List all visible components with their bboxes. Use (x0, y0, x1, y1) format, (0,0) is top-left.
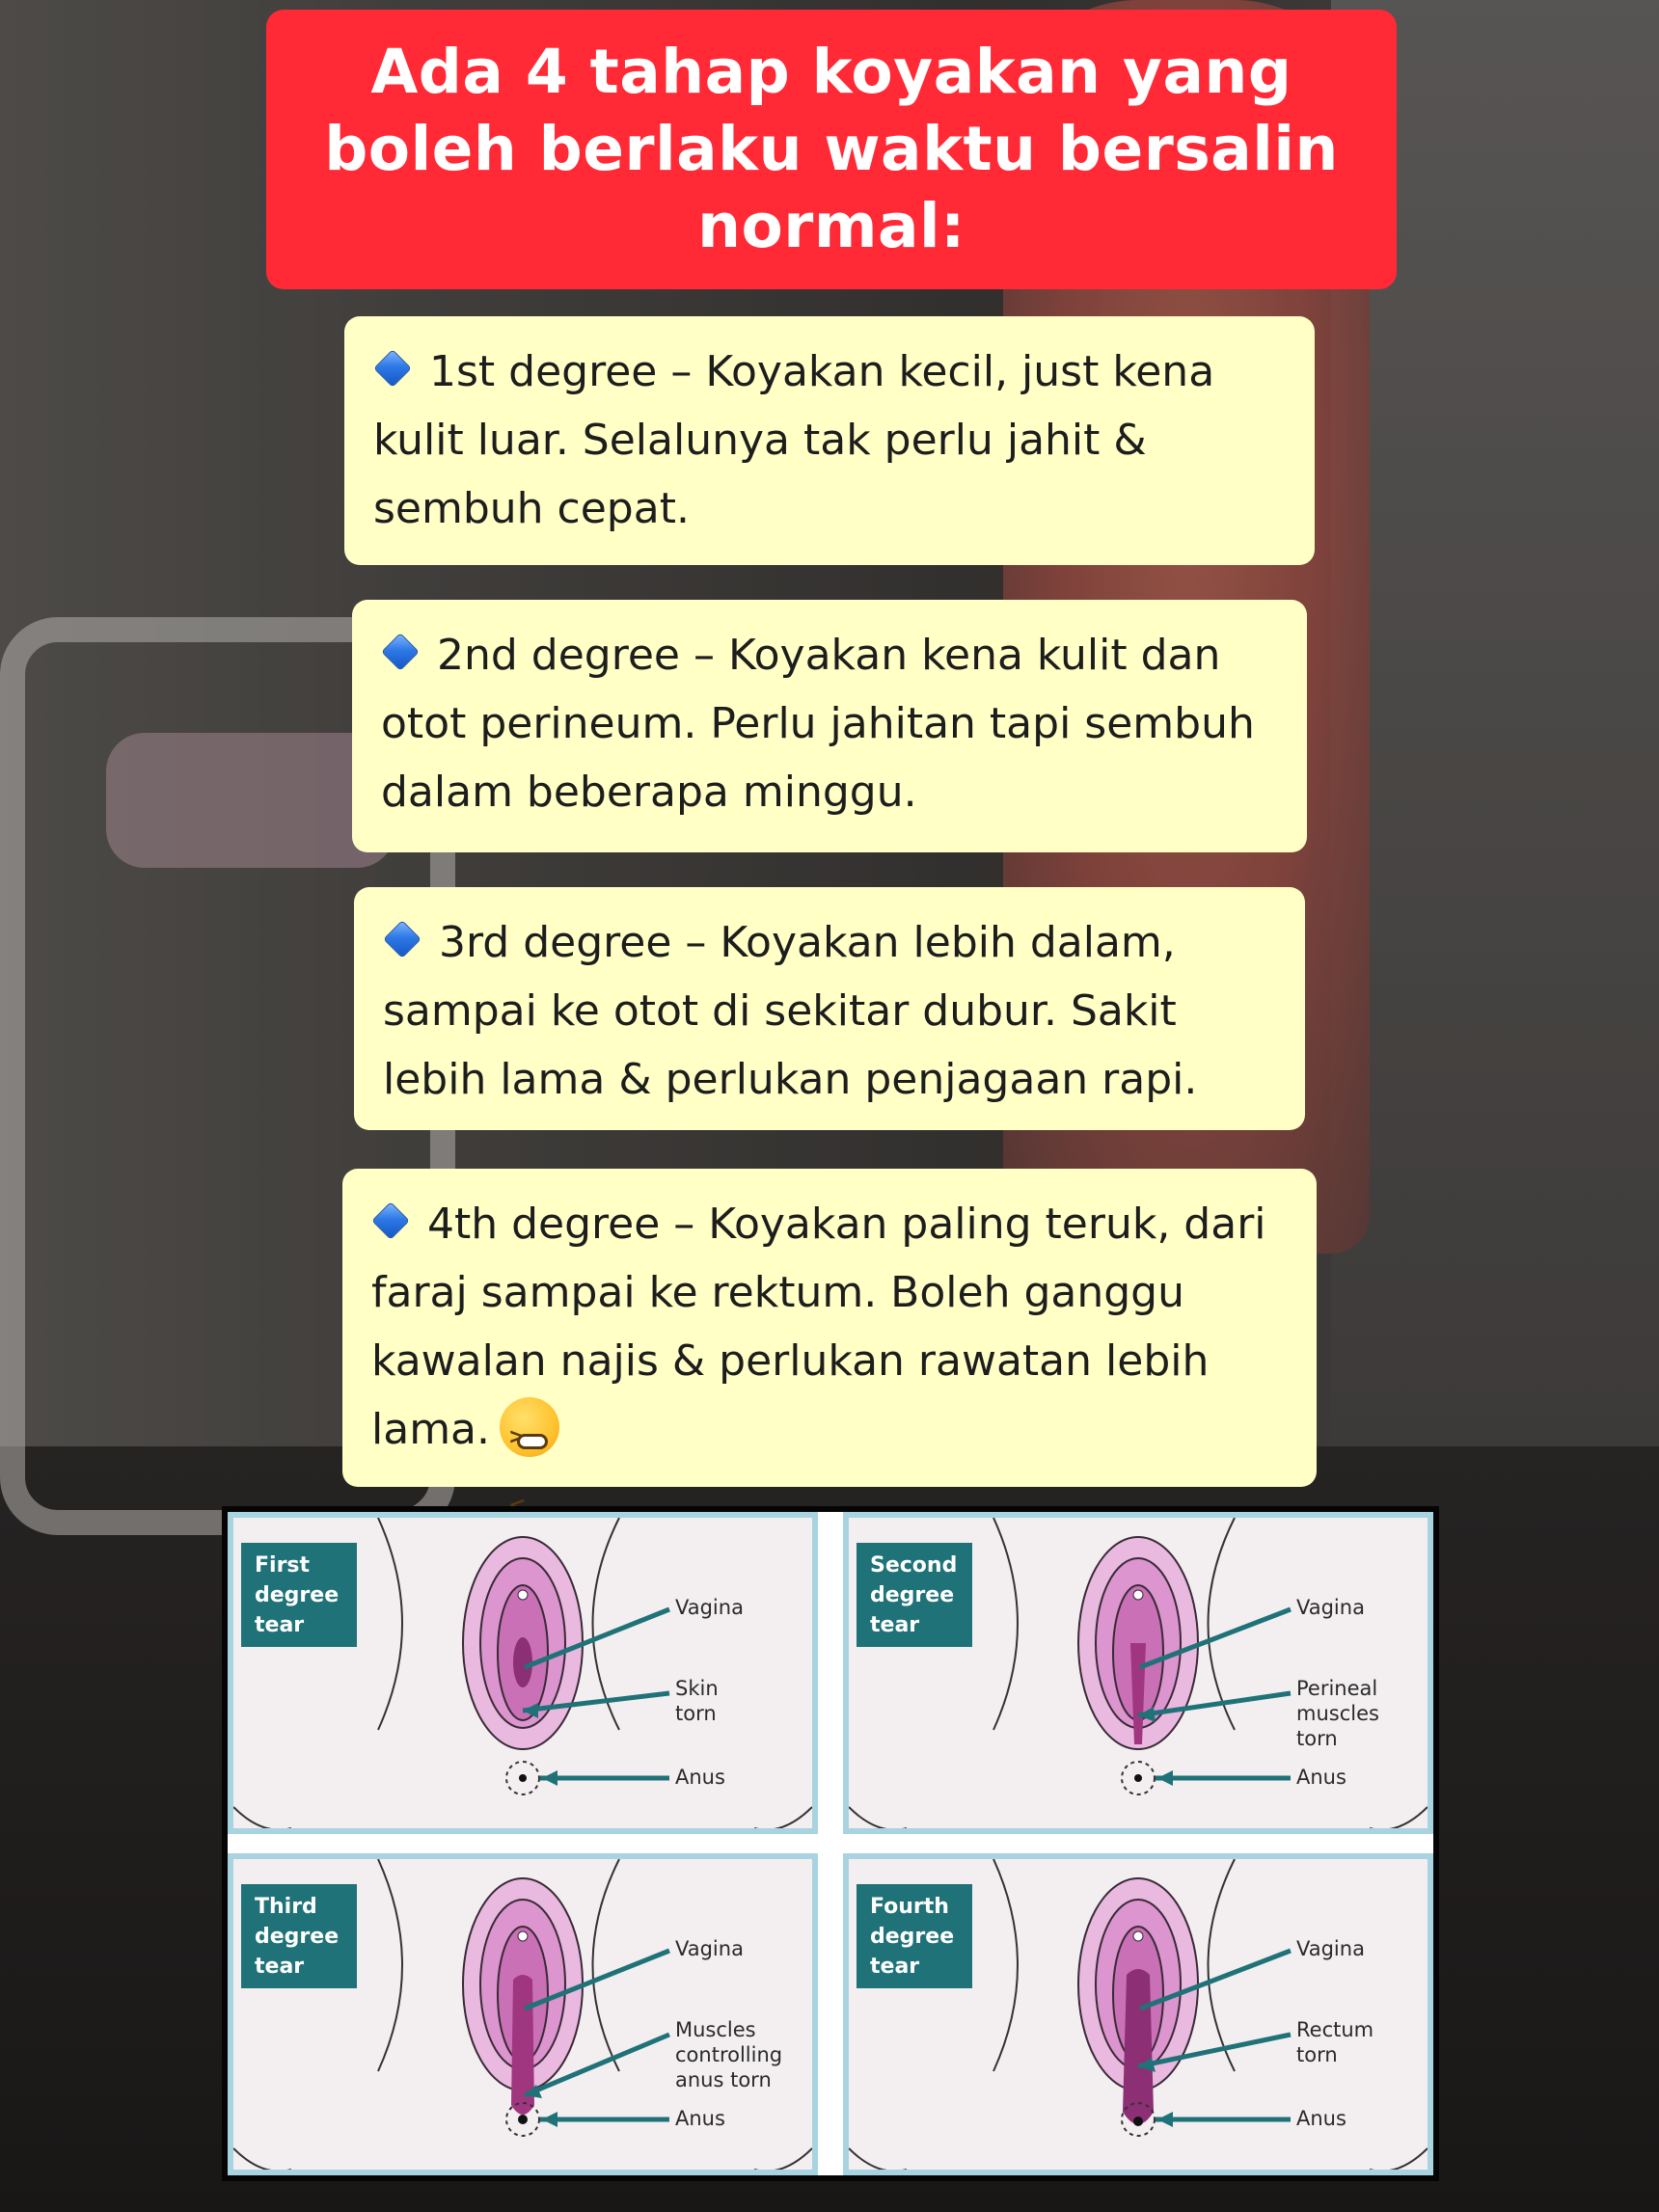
label-rectum-torn: Rectum torn (1296, 2018, 1374, 2066)
label-anus: Anus (1296, 2107, 1346, 2130)
label-skin-torn: Skin torn (675, 1677, 719, 1725)
degree-card-3 (354, 887, 1305, 1130)
blue-diamond-icon (383, 920, 422, 958)
diagram-tile-second-degree (843, 1512, 1433, 1834)
tear-diagram-grid (228, 1512, 1433, 2175)
degree-card-text: 3rd degree – Koyakan lebih dalam, sampai ke otot di sekitar dubur. Sakit lebih lama & perlukan penjagaan rapi. (383, 918, 1198, 1104)
headline-text: Ada 4 tahap koyakan yang boleh berlaku waktu bersalin normal: (324, 37, 1339, 261)
confounded-face-icon (500, 1397, 559, 1457)
blue-diamond-icon (373, 349, 412, 388)
degree-card-text: 4th degree – Koyakan paling teruk, dari faraj sampai ke rektum. Boleh ganggu kawalan najis & perlukan rawatan lebih lama. (371, 1200, 1266, 1454)
label-perineal-muscles-torn: Perineal muscles torn (1296, 1677, 1379, 1750)
blue-diamond-icon (371, 1201, 410, 1240)
label-vagina: Vagina (675, 1937, 744, 1960)
label-anus: Anus (675, 2107, 725, 2130)
tile-tag: Fourth degree tear (857, 1884, 972, 1988)
tile-tag: First degree tear (241, 1543, 357, 1647)
degree-card-4 (342, 1169, 1317, 1487)
diagram-tile-third-degree (228, 1853, 818, 2175)
tile-tag: Third degree tear (241, 1884, 357, 1988)
headline-banner (266, 10, 1397, 289)
diagram-tile-first-degree (228, 1512, 818, 1834)
label-vagina: Vagina (1296, 1596, 1365, 1619)
label-anus: Anus (675, 1766, 725, 1789)
tile-tag: Second degree tear (857, 1543, 972, 1647)
blue-diamond-icon (381, 633, 420, 671)
diagram-tile-fourth-degree (843, 1853, 1433, 2175)
label-anus: Anus (1296, 1766, 1346, 1789)
label-vagina: Vagina (675, 1596, 744, 1619)
label-vagina: Vagina (1296, 1937, 1365, 1960)
degree-card-text: 2nd degree – Koyakan kena kulit dan otot perineum. Perlu jahitan tapi sembuh dalam beberapa minggu. (381, 631, 1255, 817)
degree-card-2 (352, 600, 1307, 852)
degree-card-1 (344, 316, 1315, 565)
degree-card-text: 1st degree – Koyakan kecil, just kena kulit luar. Selalunya tak perlu jahit & sembuh cepat. (373, 347, 1215, 533)
label-muscles-controlling-anus-torn: Muscles controlling anus torn (675, 2018, 783, 2091)
tear-diagram (222, 1506, 1439, 2181)
